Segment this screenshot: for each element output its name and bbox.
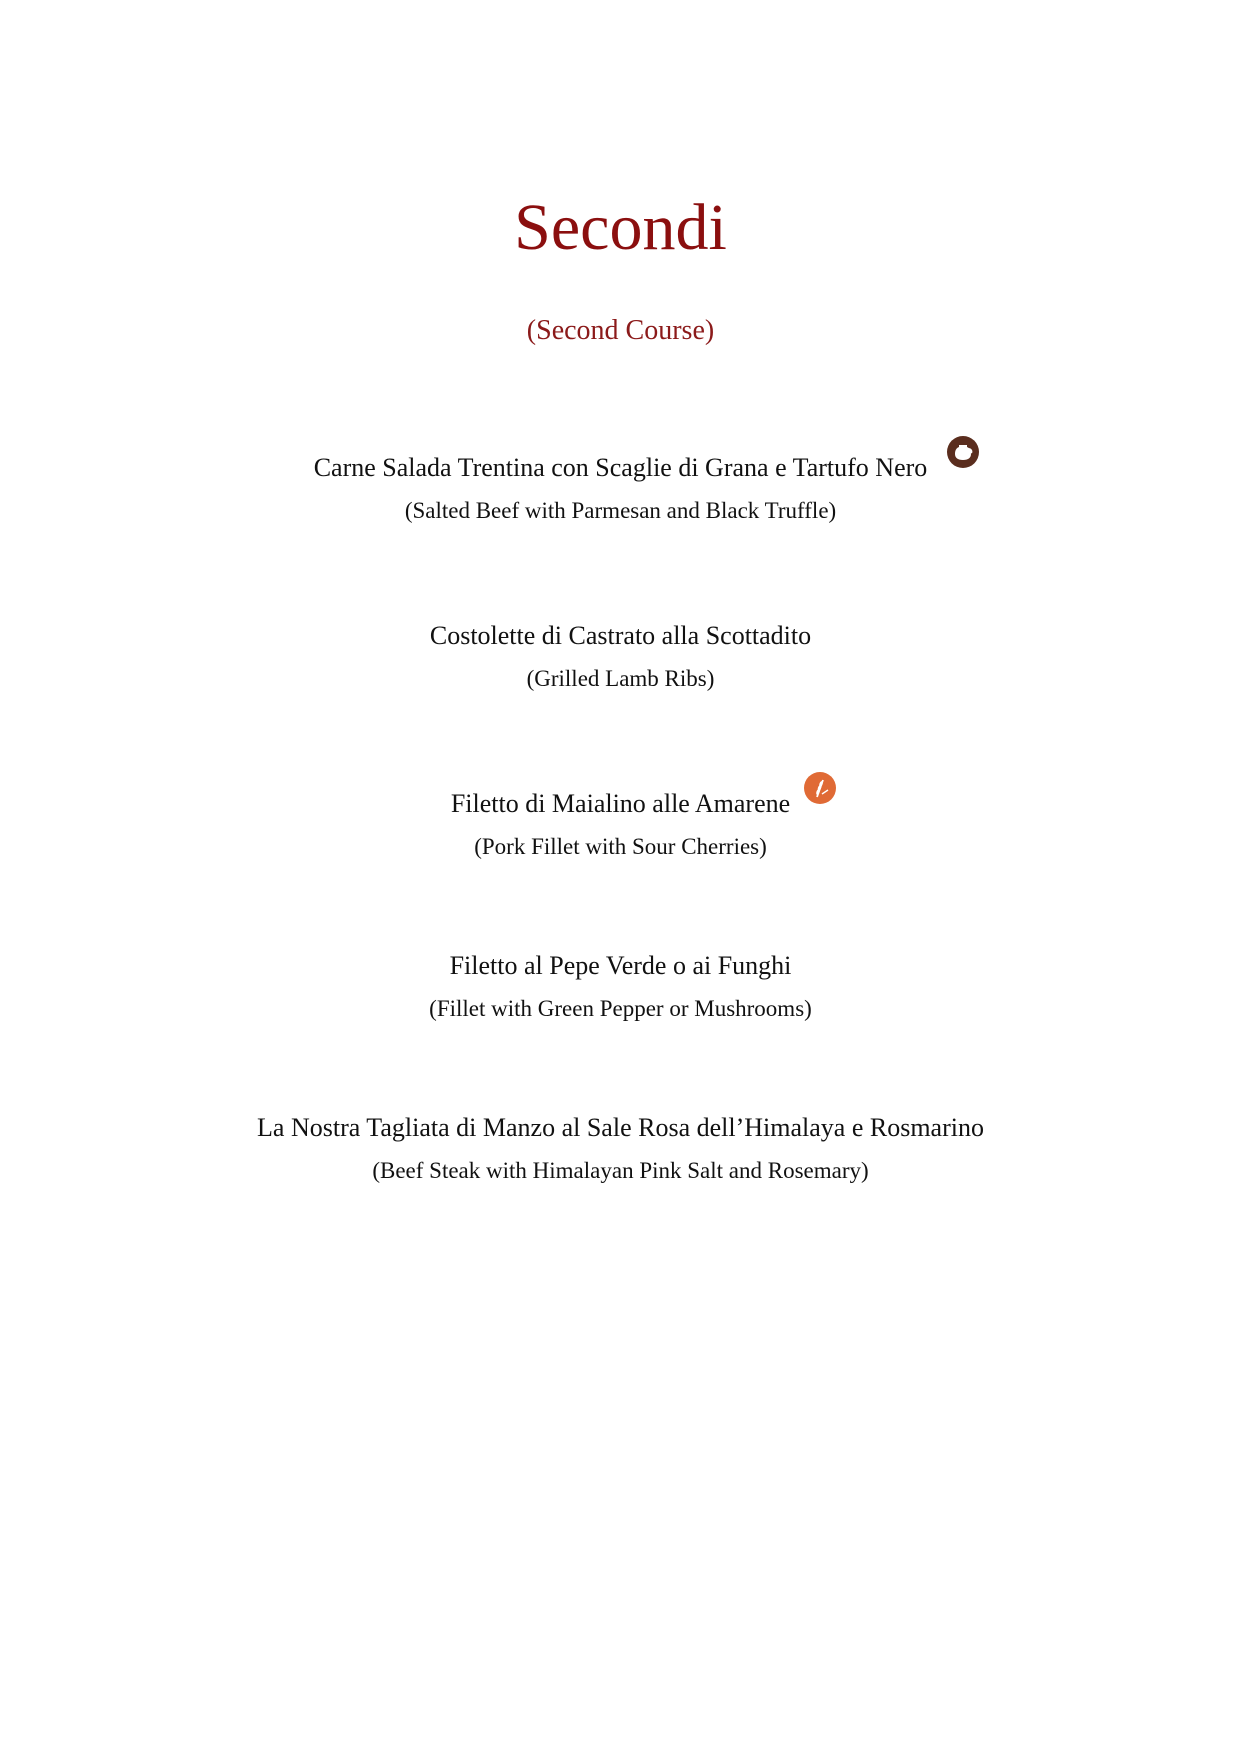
- jug-icon: [947, 436, 979, 468]
- menu-item-name: La Nostra Tagliata di Manzo al Sale Rosa dell’Himalaya e Rosmarino: [257, 1113, 984, 1142]
- page-title: Secondi: [514, 191, 727, 264]
- menu-item-name: Carne Salada Trentina con Scaglie di Grana e Tartufo Nero: [313, 453, 928, 482]
- wheat-icon: [804, 772, 836, 804]
- menu-item-name-wrap: [451, 788, 790, 820]
- menu-item-name: Costolette di Castrato alla Scottadito: [429, 621, 812, 650]
- menu-item-name: Filetto di Maialino alle Amarene: [450, 789, 791, 818]
- menu-item-translation: (Beef Steak with Himalayan Pink Salt and Rosemary): [372, 1158, 869, 1183]
- menu-item: [0, 788, 1241, 862]
- menu-item-translation: (Grilled Lamb Ribs): [526, 666, 715, 691]
- menu-item: [0, 1112, 1241, 1186]
- menu-item-name-wrap: [314, 452, 928, 484]
- menu-item-name: Filetto al Pepe Verde o ai Funghi: [449, 951, 792, 980]
- menu-item: [0, 620, 1241, 694]
- page-subtitle: (Second Course): [526, 315, 715, 346]
- menu-item: [0, 950, 1241, 1024]
- menu-item-translation: (Pork Fillet with Sour Cherries): [474, 834, 767, 859]
- menu-item: [0, 452, 1241, 526]
- menu-item-translation: (Fillet with Green Pepper or Mushrooms): [429, 996, 812, 1021]
- menu-item-translation: (Salted Beef with Parmesan and Black Truffle): [404, 498, 837, 523]
